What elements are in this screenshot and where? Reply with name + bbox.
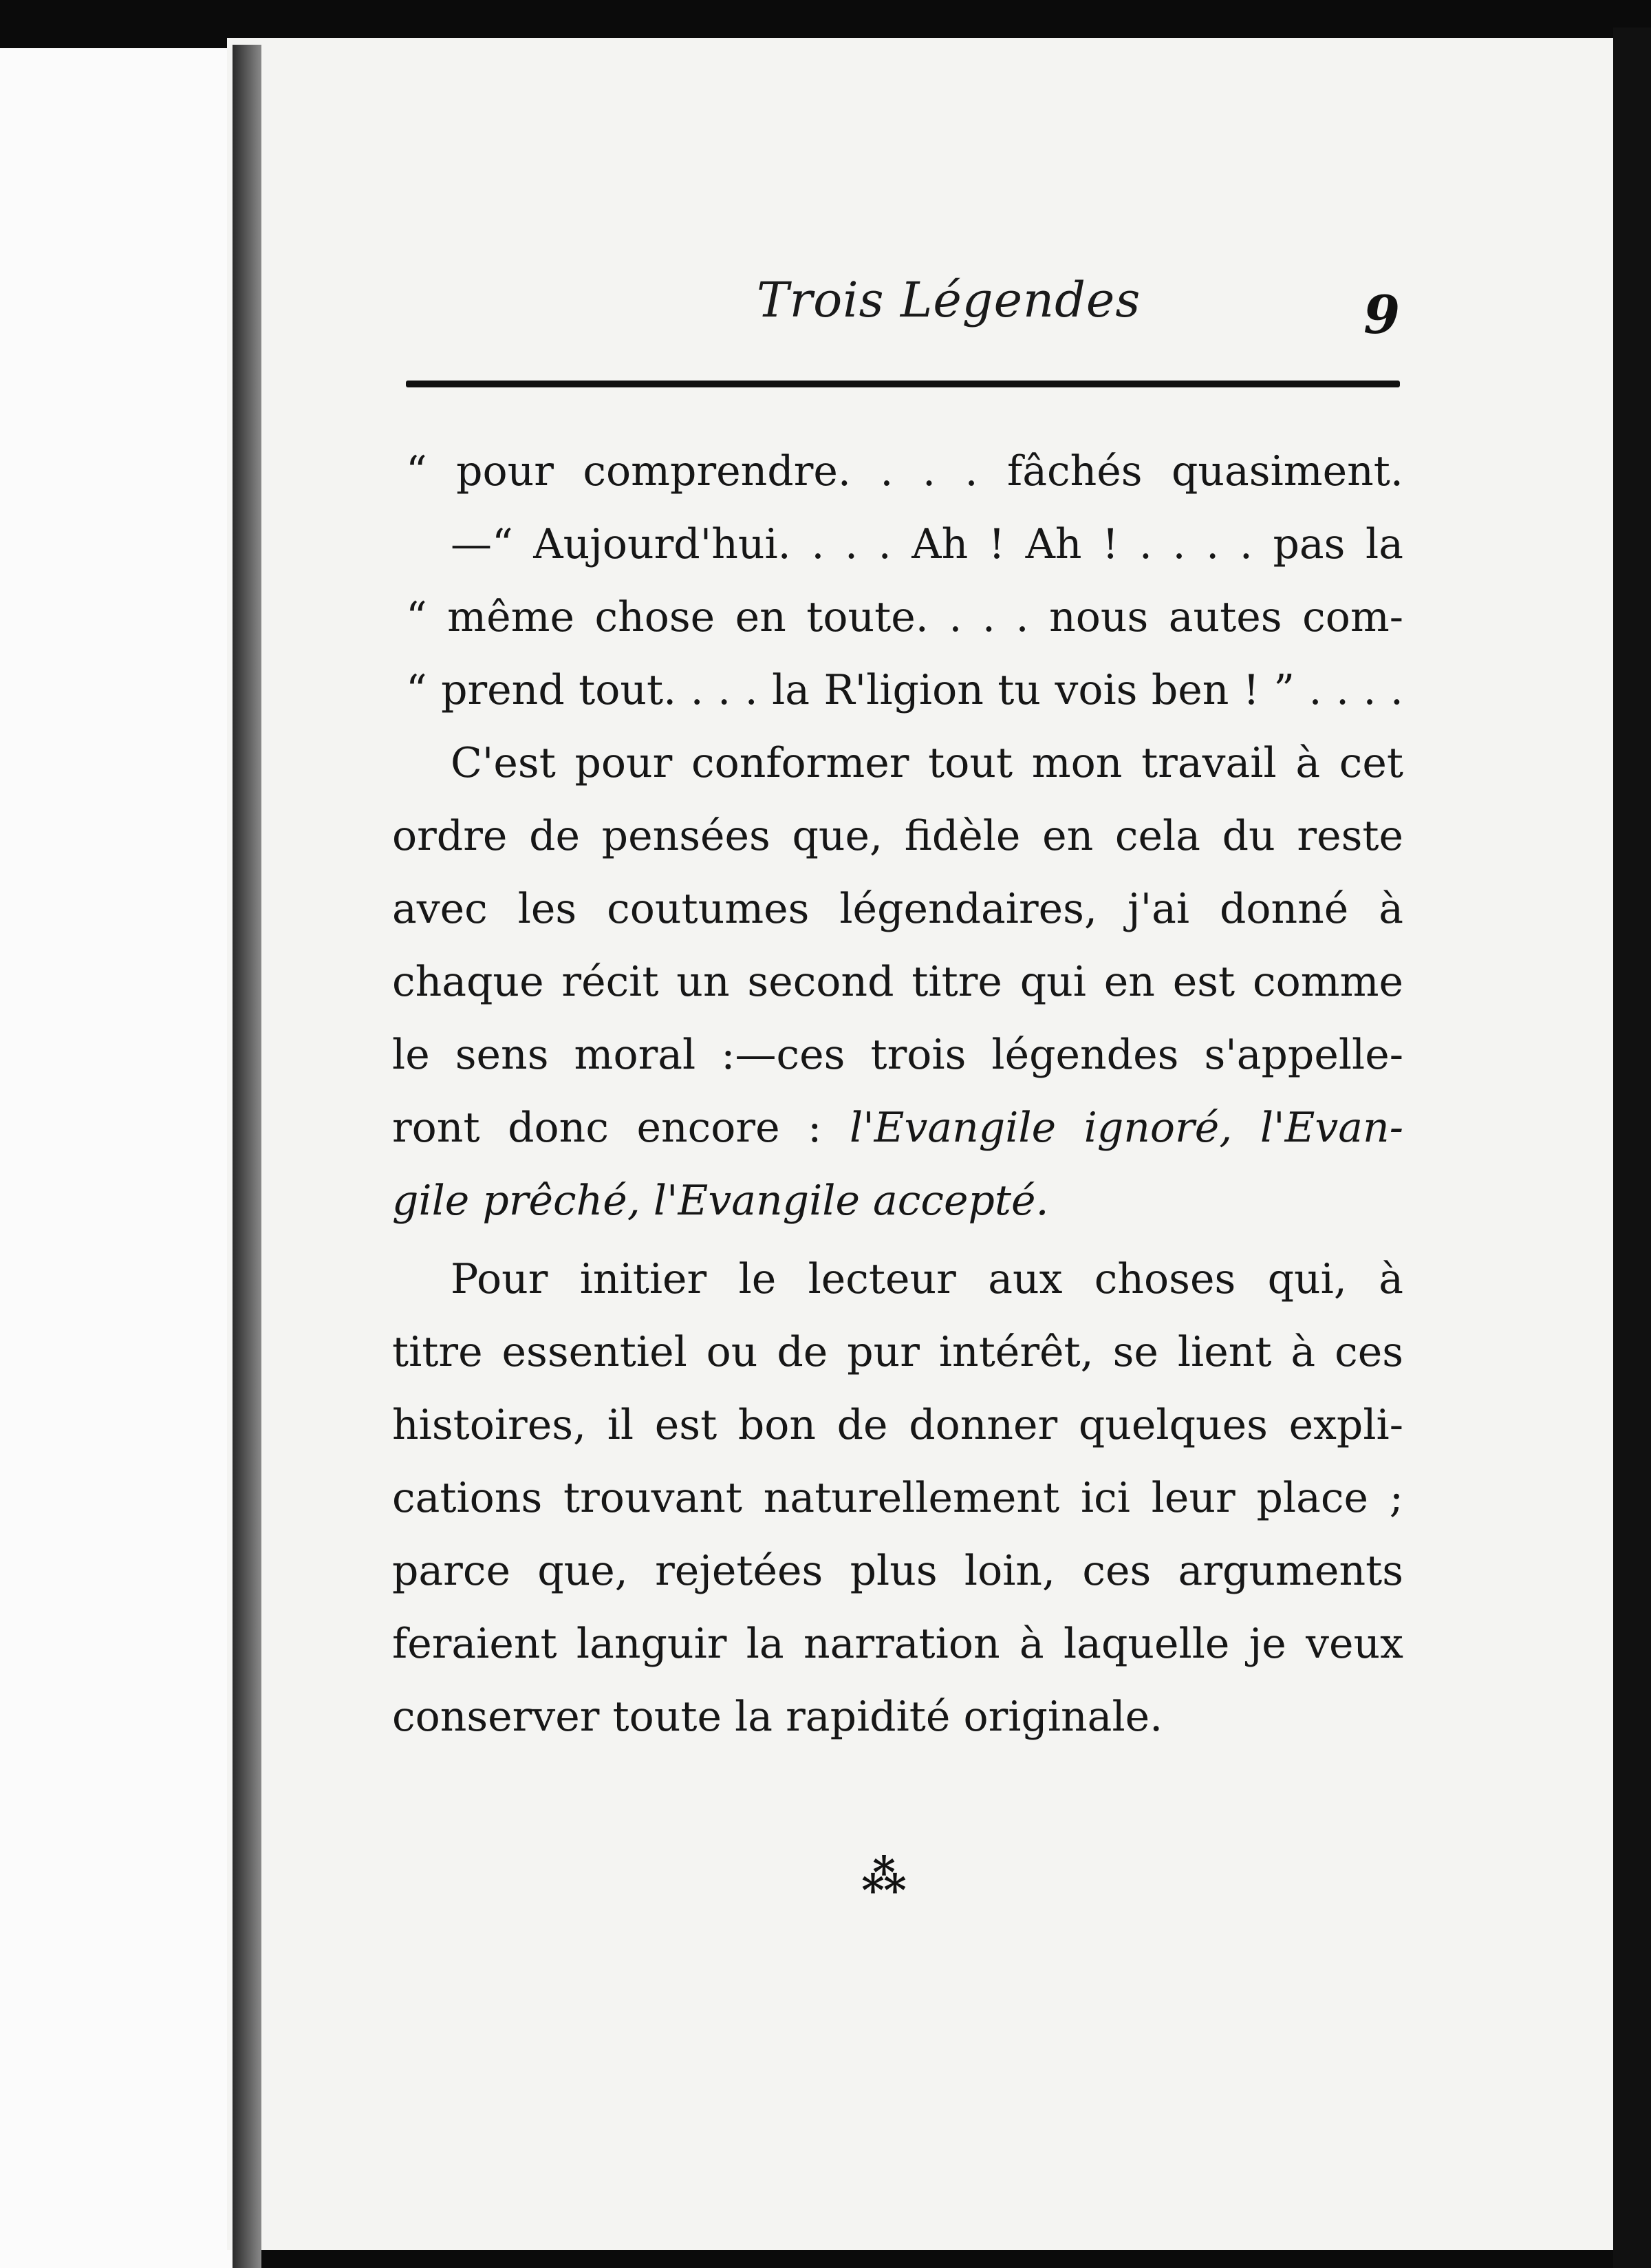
- text-line: titre essentiel ou de pur intérêt, se lient à ces: [392, 1328, 1403, 1376]
- text-line: gile prêché, l'Evangile accepté.: [392, 1177, 1049, 1225]
- italic-title: l'Evan-: [1260, 1104, 1403, 1152]
- italic-title: l'Evangile ignoré,: [850, 1104, 1233, 1152]
- text-line: “ prend tout. . . . la R'ligion tu vois ben ! ” . . . .: [406, 666, 1403, 714]
- scan-border: [1613, 28, 1651, 2268]
- text-line: chaque récit un second titre qui en est comme: [392, 958, 1403, 1006]
- text-line: —“ Aujourd'hui. . . . Ah ! Ah ! . . . . pas la: [451, 520, 1403, 568]
- header-rule: [406, 381, 1400, 387]
- text-line: Pour initier le lecteur aux choses qui, à: [451, 1255, 1403, 1303]
- binding-gutter: [233, 45, 261, 2268]
- text-line: “ même chose en toute. . . . nous autes com-: [406, 593, 1403, 641]
- text-line: “ pour comprendre. . . . fâchés quasiment.: [406, 447, 1403, 495]
- text-line: ordre de pensées que, fidèle en cela du reste: [392, 812, 1403, 860]
- text-line: feraient languir la narration à laquelle je veux: [392, 1620, 1403, 1668]
- text-line: cations trouvant naturellement ici leur place ;: [392, 1474, 1403, 1522]
- text-line: C'est pour conformer tout mon travail à cet: [451, 739, 1403, 787]
- body-text: [392, 435, 1403, 1753]
- text-line: histoires, il est bon de donner quelques expli-: [392, 1401, 1403, 1449]
- running-head: [396, 272, 1407, 354]
- text-line: parce que, rejetées plus loin, ces arguments: [392, 1547, 1403, 1595]
- text-line: le sens moral :—ces trois légendes s'appelle-: [392, 1031, 1403, 1079]
- text-line-mixed: [392, 1091, 1403, 1164]
- page-number: 9: [1363, 284, 1400, 345]
- asterism-separator: ⁂: [861, 1851, 907, 1903]
- text-segment: ront donc encore :: [392, 1104, 822, 1152]
- running-title: Trois Légendes: [757, 272, 1141, 328]
- text-line: avec les coutumes légendaires, j'ai donné à: [392, 885, 1403, 933]
- text-line: conserver toute la rapidité originale.: [392, 1693, 1163, 1741]
- facing-page-strip: [0, 48, 234, 2268]
